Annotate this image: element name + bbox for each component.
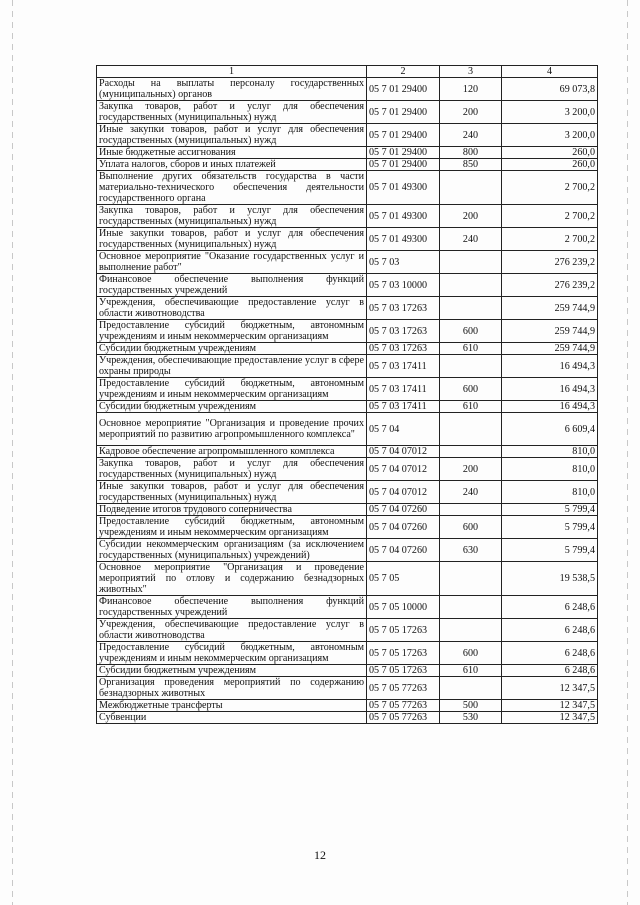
table-row (97, 171, 598, 205)
expense-name-cell: Закупка товаров, работ и услуг для обеспечения государственных (муниципальных) нужд (97, 205, 367, 228)
target-code-cell: 05 7 01 49300 (367, 205, 440, 228)
expense-kind-cell (440, 297, 502, 320)
column-number-4: 4 (502, 66, 598, 78)
expense-name-cell: Учреждения, обеспечивающие предоставление услуг в области животноводства (97, 297, 367, 320)
amount-cell: 3 200,0 (502, 101, 598, 124)
column-number-2: 2 (367, 66, 440, 78)
target-code-cell: 05 7 04 (367, 413, 440, 446)
expense-kind-cell (440, 619, 502, 642)
table-row (97, 343, 598, 355)
amount-cell: 259 744,9 (502, 343, 598, 355)
table-row (97, 458, 598, 481)
target-code-cell: 05 7 04 07260 (367, 516, 440, 539)
target-code-cell: 05 7 03 17263 (367, 297, 440, 320)
expense-name-cell: Финансовое обеспечение выполнения функций государственных учреждений (97, 274, 367, 297)
amount-cell: 810,0 (502, 446, 598, 458)
table-row (97, 401, 598, 413)
expense-name-cell: Кадровое обеспечение агропромышленного комплекса (97, 446, 367, 458)
expense-kind-cell: 500 (440, 700, 502, 712)
amount-cell: 6 248,6 (502, 619, 598, 642)
expense-kind-cell: 600 (440, 378, 502, 401)
expense-name-cell: Субсидии бюджетным учреждениям (97, 665, 367, 677)
amount-cell: 19 538,5 (502, 562, 598, 596)
expense-name-cell: Учреждения, обеспечивающие предоставление услуг в области животноводства (97, 619, 367, 642)
expense-kind-cell (440, 504, 502, 516)
amount-cell: 12 347,5 (502, 677, 598, 700)
expense-name-cell: Закупка товаров, работ и услуг для обеспечения государственных (муниципальных) нужд (97, 101, 367, 124)
table-row (97, 413, 598, 446)
table-row (97, 665, 598, 677)
target-code-cell: 05 7 05 77263 (367, 712, 440, 724)
expense-kind-cell: 240 (440, 481, 502, 504)
amount-cell: 69 073,8 (502, 78, 598, 101)
table-row (97, 504, 598, 516)
amount-cell: 2 700,2 (502, 205, 598, 228)
target-code-cell: 05 7 03 17263 (367, 320, 440, 343)
amount-cell: 810,0 (502, 481, 598, 504)
expense-kind-cell: 610 (440, 665, 502, 677)
scan-edge-right (627, 0, 628, 905)
expense-name-cell: Расходы на выплаты персоналу государственных (муниципальных) органов (97, 78, 367, 101)
expense-kind-cell: 800 (440, 147, 502, 159)
target-code-cell: 05 7 05 (367, 562, 440, 596)
amount-cell: 2 700,2 (502, 171, 598, 205)
amount-cell: 276 239,2 (502, 274, 598, 297)
expense-kind-cell (440, 171, 502, 205)
target-code-cell: 05 7 05 77263 (367, 677, 440, 700)
page-number: 12 (314, 848, 326, 862)
amount-cell: 3 200,0 (502, 124, 598, 147)
table-row (97, 251, 598, 274)
column-number-row (97, 66, 598, 78)
expense-kind-cell (440, 274, 502, 297)
expense-kind-cell: 200 (440, 205, 502, 228)
expense-name-cell: Иные закупки товаров, работ и услуг для обеспечения государственных (муниципальных) нужд (97, 228, 367, 251)
amount-cell: 5 799,4 (502, 504, 598, 516)
table-row (97, 297, 598, 320)
expense-name-cell: Иные бюджетные ассигнования (97, 147, 367, 159)
target-code-cell: 05 7 04 07260 (367, 539, 440, 562)
table-row (97, 562, 598, 596)
amount-cell: 6 248,6 (502, 596, 598, 619)
expense-name-cell: Субсидии некоммерческим организациям (за исключением государственных (муниципальных) учреждений) (97, 539, 367, 562)
expense-name-cell: Предоставление субсидий бюджетным, автономным учреждениям и иным некоммерческим организациям (97, 516, 367, 539)
expense-name-cell: Основное мероприятие "Организация и проведение мероприятий по отлову и содержанию безнадзорных животных" (97, 562, 367, 596)
table-row (97, 481, 598, 504)
amount-cell: 12 347,5 (502, 700, 598, 712)
amount-cell: 2 700,2 (502, 228, 598, 251)
expense-kind-cell: 850 (440, 159, 502, 171)
target-code-cell: 05 7 01 49300 (367, 171, 440, 205)
target-code-cell: 05 7 05 10000 (367, 596, 440, 619)
table-row (97, 700, 598, 712)
table-row (97, 101, 598, 124)
expense-name-cell: Предоставление субсидий бюджетным, автономным учреждениям и иным некоммерческим организациям (97, 320, 367, 343)
target-code-cell: 05 7 01 29400 (367, 101, 440, 124)
expense-name-cell: Учреждения, обеспечивающие предоставление услуг в сфере охраны природы (97, 355, 367, 378)
expense-kind-cell: 530 (440, 712, 502, 724)
expense-kind-cell (440, 251, 502, 274)
amount-cell: 260,0 (502, 147, 598, 159)
table-row (97, 677, 598, 700)
target-code-cell: 05 7 03 10000 (367, 274, 440, 297)
expense-kind-cell (440, 596, 502, 619)
table-row (97, 619, 598, 642)
target-code-cell: 05 7 04 07260 (367, 504, 440, 516)
expense-name-cell: Подведение итогов трудового соперничества (97, 504, 367, 516)
budget-table-body (97, 66, 598, 724)
amount-cell: 276 239,2 (502, 251, 598, 274)
expense-name-cell: Основное мероприятие "Организация и проведение прочих мероприятий по развитию агропромышленного комплекса" (97, 413, 367, 446)
table-row (97, 712, 598, 724)
expense-name-cell: Выполнение других обязательств государства в части материально-технического обеспечения деятельности государственного органа (97, 171, 367, 205)
table-row (97, 78, 598, 101)
expense-name-cell: Предоставление субсидий бюджетным, автономным учреждениям и иным некоммерческим организациям (97, 378, 367, 401)
table-row (97, 320, 598, 343)
target-code-cell: 05 7 03 (367, 251, 440, 274)
target-code-cell: 05 7 01 29400 (367, 124, 440, 147)
expense-kind-cell: 200 (440, 101, 502, 124)
target-code-cell: 05 7 05 17263 (367, 665, 440, 677)
expense-kind-cell (440, 562, 502, 596)
expense-kind-cell: 120 (440, 78, 502, 101)
target-code-cell: 05 7 01 29400 (367, 147, 440, 159)
expense-name-cell: Межбюджетные трансферты (97, 700, 367, 712)
target-code-cell: 05 7 01 29400 (367, 159, 440, 171)
expense-name-cell: Закупка товаров, работ и услуг для обеспечения государственных (муниципальных) нужд (97, 458, 367, 481)
target-code-cell: 05 7 05 17263 (367, 642, 440, 665)
expense-name-cell: Организация проведения мероприятий по содержанию безнадзорных животных (97, 677, 367, 700)
expense-kind-cell: 600 (440, 320, 502, 343)
expense-kind-cell: 600 (440, 642, 502, 665)
target-code-cell: 05 7 05 77263 (367, 700, 440, 712)
amount-cell: 5 799,4 (502, 539, 598, 562)
table-row (97, 205, 598, 228)
table-row (97, 642, 598, 665)
scan-edge-left (12, 0, 13, 905)
target-code-cell: 05 7 03 17411 (367, 378, 440, 401)
target-code-cell: 05 7 04 07012 (367, 446, 440, 458)
amount-cell: 259 744,9 (502, 297, 598, 320)
table-row (97, 228, 598, 251)
amount-cell: 16 494,3 (502, 401, 598, 413)
expense-name-cell: Субвенции (97, 712, 367, 724)
expense-kind-cell (440, 355, 502, 378)
table-row (97, 378, 598, 401)
table-row (97, 124, 598, 147)
expense-name-cell: Иные закупки товаров, работ и услуг для обеспечения государственных (муниципальных) нужд (97, 124, 367, 147)
amount-cell: 6 248,6 (502, 665, 598, 677)
expense-kind-cell: 610 (440, 343, 502, 355)
amount-cell: 260,0 (502, 159, 598, 171)
table-row (97, 539, 598, 562)
target-code-cell: 05 7 01 49300 (367, 228, 440, 251)
expense-kind-cell (440, 446, 502, 458)
expense-kind-cell: 600 (440, 516, 502, 539)
table-row (97, 516, 598, 539)
table-row (97, 355, 598, 378)
expense-name-cell: Финансовое обеспечение выполнения функций государственных учреждений (97, 596, 367, 619)
budget-table (96, 65, 598, 724)
target-code-cell: 05 7 03 17263 (367, 343, 440, 355)
target-code-cell: 05 7 04 07012 (367, 481, 440, 504)
amount-cell: 5 799,4 (502, 516, 598, 539)
target-code-cell: 05 7 04 07012 (367, 458, 440, 481)
table-row (97, 147, 598, 159)
table-row (97, 274, 598, 297)
table-row (97, 446, 598, 458)
table-row (97, 159, 598, 171)
expense-kind-cell: 610 (440, 401, 502, 413)
amount-cell: 259 744,9 (502, 320, 598, 343)
expense-kind-cell (440, 677, 502, 700)
amount-cell: 6 248,6 (502, 642, 598, 665)
amount-cell: 810,0 (502, 458, 598, 481)
target-code-cell: 05 7 03 17411 (367, 401, 440, 413)
target-code-cell: 05 7 03 17411 (367, 355, 440, 378)
expense-kind-cell: 200 (440, 458, 502, 481)
expense-name-cell: Субсидии бюджетным учреждениям (97, 401, 367, 413)
target-code-cell: 05 7 05 17263 (367, 619, 440, 642)
expense-name-cell: Иные закупки товаров, работ и услуг для обеспечения государственных (муниципальных) нужд (97, 481, 367, 504)
expense-kind-cell: 240 (440, 124, 502, 147)
amount-cell: 16 494,3 (502, 378, 598, 401)
expense-name-cell: Основное мероприятие "Оказание государственных услуг и выполнение работ" (97, 251, 367, 274)
amount-cell: 6 609,4 (502, 413, 598, 446)
amount-cell: 12 347,5 (502, 712, 598, 724)
target-code-cell: 05 7 01 29400 (367, 78, 440, 101)
expense-name-cell: Уплата налогов, сборов и иных платежей (97, 159, 367, 171)
expense-kind-cell: 630 (440, 539, 502, 562)
expense-name-cell: Субсидии бюджетным учреждениям (97, 343, 367, 355)
column-number-1: 1 (97, 66, 367, 78)
expense-kind-cell (440, 413, 502, 446)
expense-kind-cell: 240 (440, 228, 502, 251)
expense-name-cell: Предоставление субсидий бюджетным, автономным учреждениям и иным некоммерческим организациям (97, 642, 367, 665)
table-row (97, 596, 598, 619)
amount-cell: 16 494,3 (502, 355, 598, 378)
column-number-3: 3 (440, 66, 502, 78)
